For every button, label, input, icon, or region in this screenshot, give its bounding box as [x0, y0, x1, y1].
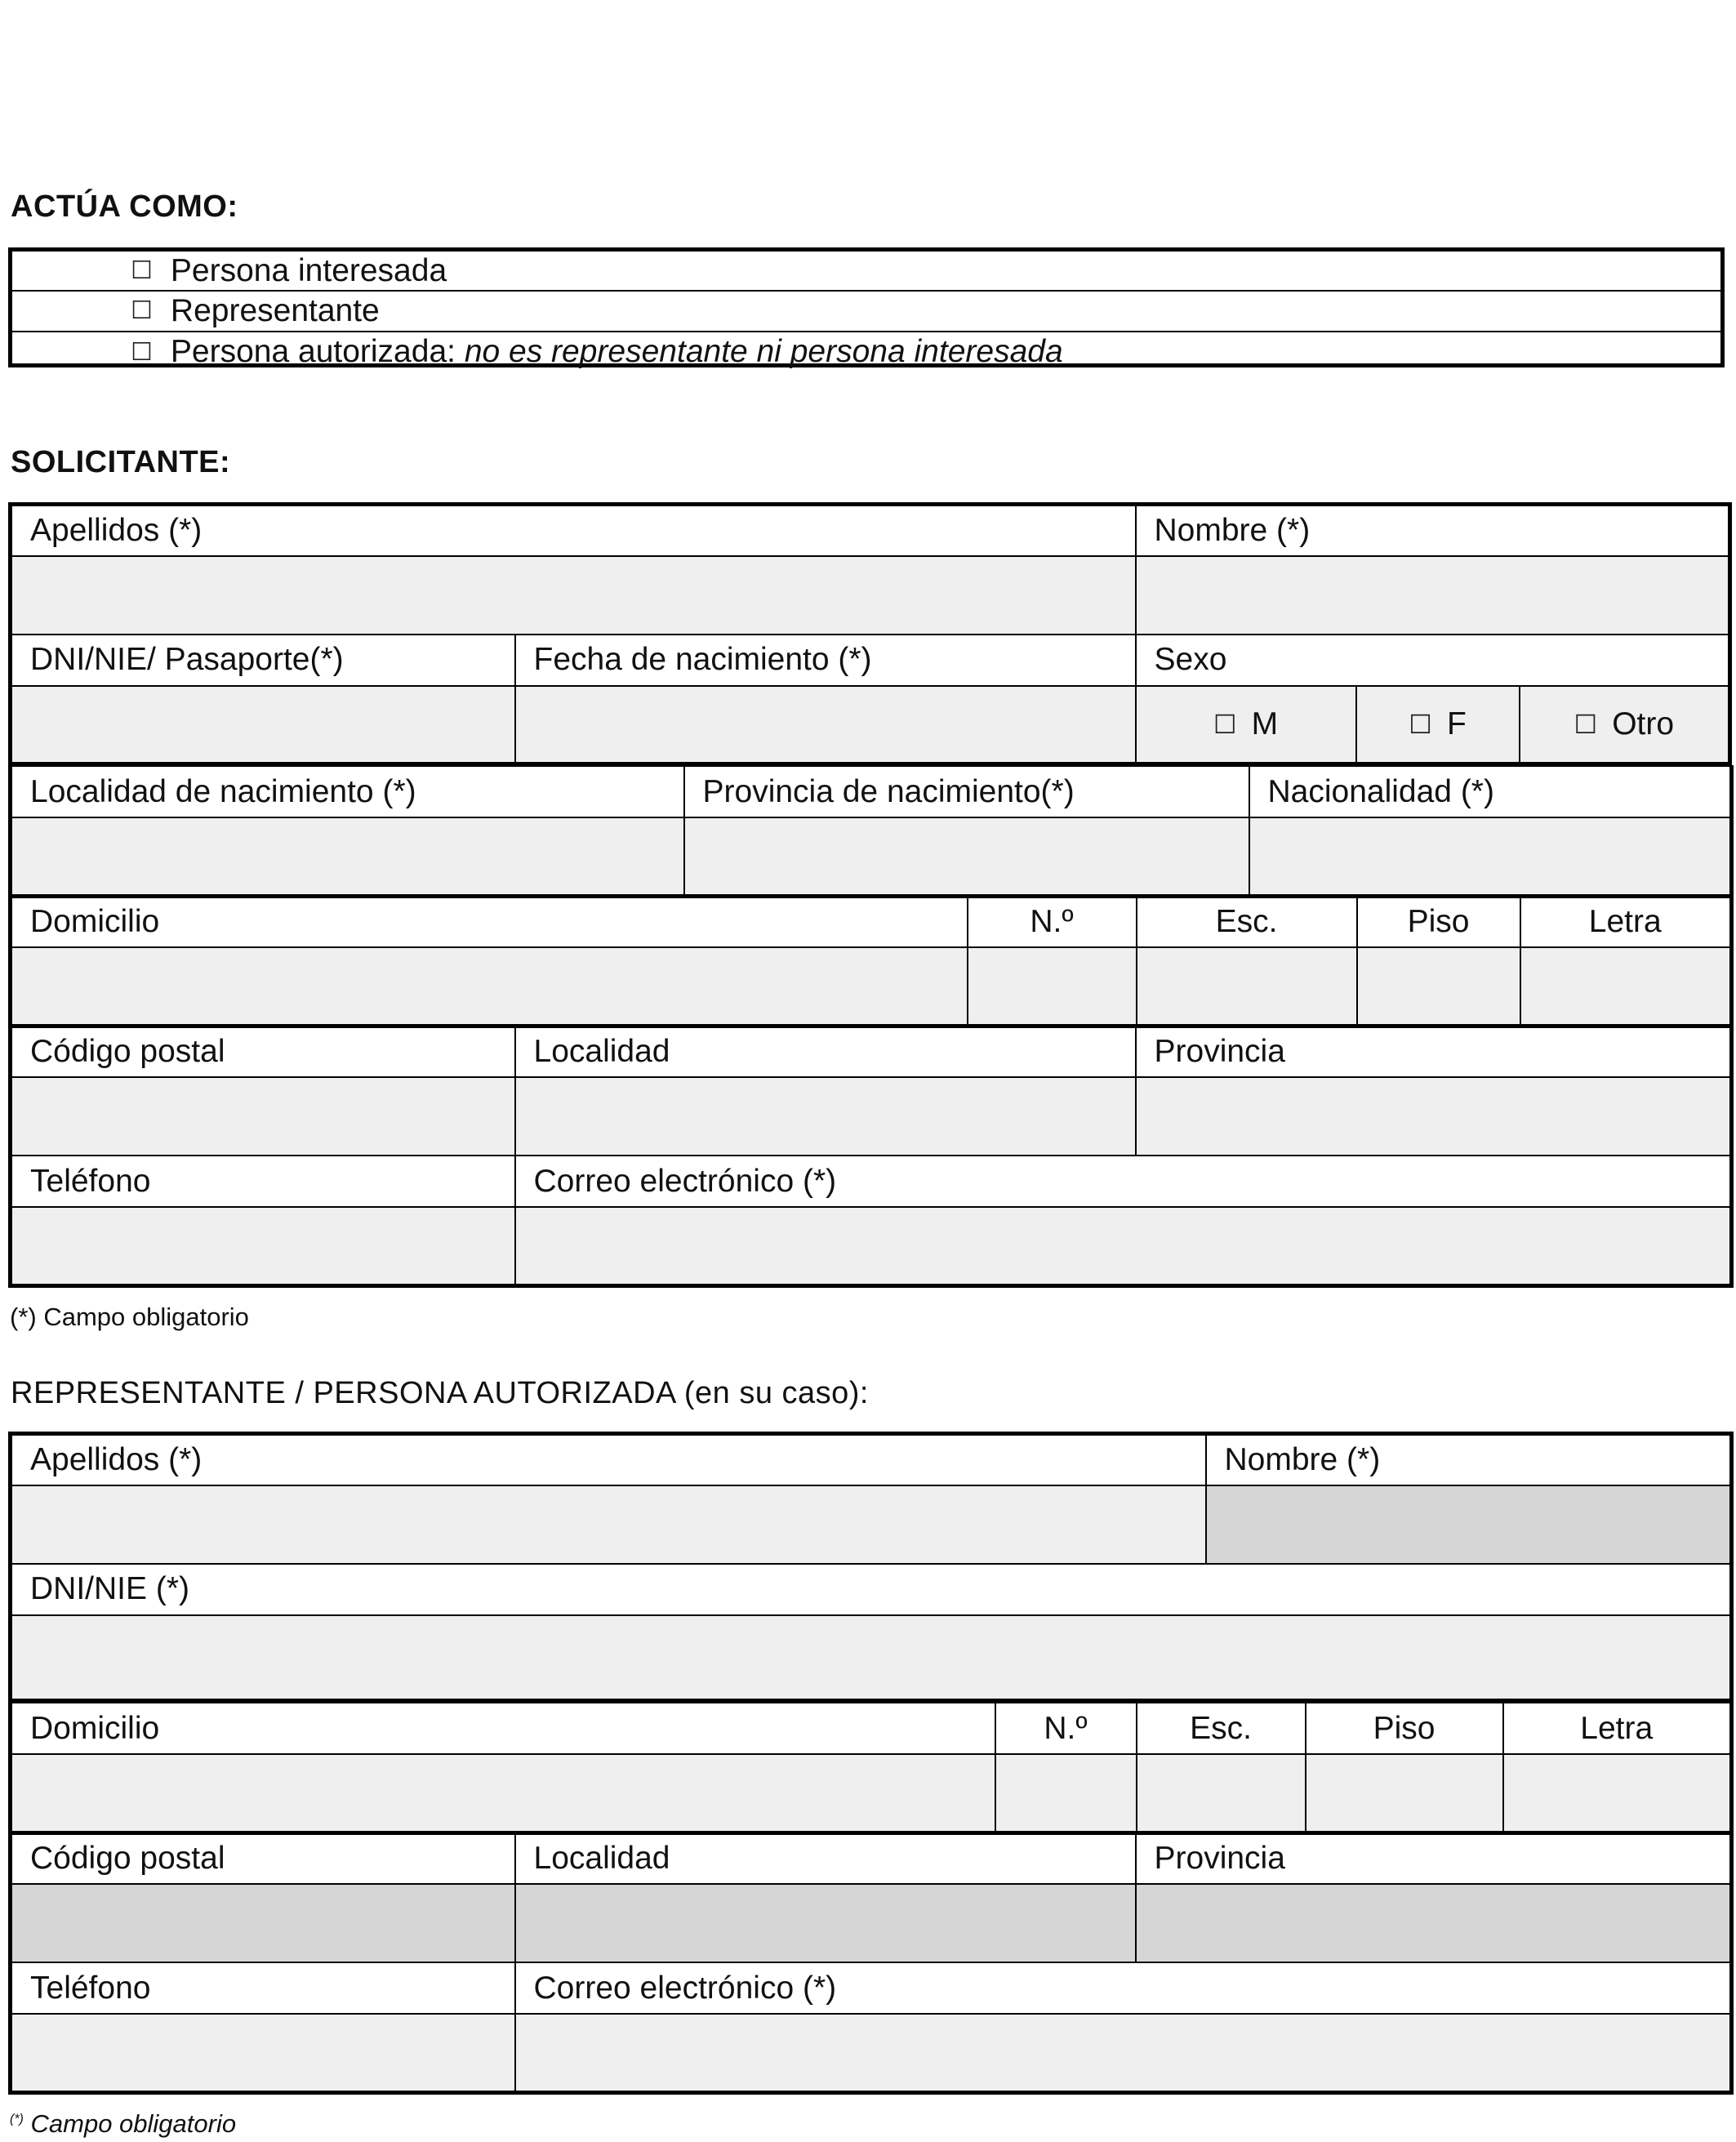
sexo-option-label: Otro: [1612, 706, 1675, 742]
localidad-field[interactable]: [515, 1077, 1136, 1156]
representative-table: [8, 1432, 1734, 1703]
checkbox-icon[interactable]: ☐: [1213, 709, 1237, 741]
rep-piso-field[interactable]: [1306, 1754, 1503, 1833]
rep-escalera-label: Esc.: [1137, 1703, 1306, 1754]
rep-apellidos-label: Apellidos (*): [11, 1434, 1206, 1485]
role-section-title: ACTÚA COMO:: [11, 189, 238, 224]
role-option-autorizada[interactable]: [12, 332, 1720, 372]
dni-field[interactable]: [11, 686, 515, 764]
codigo-postal-label: Código postal: [11, 1026, 515, 1077]
sexo-option-label: M: [1251, 706, 1279, 742]
rep-localidad-field[interactable]: [515, 1884, 1136, 1962]
role-option-label: Persona interesada: [170, 252, 447, 288]
role-option-representante[interactable]: [12, 292, 1720, 332]
domicilio-field[interactable]: [11, 947, 968, 1026]
sexo-option-f[interactable]: [1356, 686, 1520, 764]
codigo-postal-field[interactable]: [11, 1077, 515, 1156]
apellidos-label: Apellidos (*): [11, 505, 1136, 556]
rep-numero-label: N.º: [995, 1703, 1137, 1754]
apellidos-field[interactable]: [11, 556, 1136, 635]
rep-dni-field[interactable]: [11, 1615, 1732, 1701]
representative-footnote: [10, 2109, 236, 2139]
rep-nombre-field[interactable]: [1206, 1485, 1732, 1564]
domicilio-label: Domicilio: [11, 896, 968, 947]
nacionalidad-label: Nacionalidad (*): [1249, 766, 1732, 817]
role-option-interesada[interactable]: [12, 252, 1720, 292]
rep-telefono-label: Teléfono: [11, 1962, 515, 2014]
applicant-table-birth: [8, 765, 1734, 898]
role-option-note: no es representante ni persona interesada: [464, 334, 1063, 370]
rep-piso-label: Piso: [1306, 1703, 1503, 1754]
role-option-label: Persona autorizada:: [170, 334, 465, 370]
checkbox-icon[interactable]: ☐: [131, 337, 153, 367]
checkbox-icon[interactable]: ☐: [1409, 709, 1432, 741]
correo-field[interactable]: [515, 1207, 1732, 1285]
rep-correo-field[interactable]: [515, 2014, 1732, 2092]
escalera-label: Esc.: [1137, 896, 1357, 947]
checkbox-icon[interactable]: ☐: [1574, 709, 1598, 741]
applicant-section-title: SOLICITANTE:: [11, 445, 231, 479]
localidad-nacimiento-field[interactable]: [11, 817, 684, 896]
rep-letra-label: Letra: [1503, 1703, 1732, 1754]
nombre-field[interactable]: [1136, 556, 1730, 635]
fecha-nacimiento-label: Fecha de nacimiento (*): [515, 635, 1136, 686]
provincia-nacimiento-field[interactable]: [684, 817, 1249, 896]
fecha-nacimiento-field[interactable]: [515, 686, 1136, 764]
correo-label: Correo electrónico (*): [515, 1156, 1732, 1207]
numero-label: N.º: [968, 896, 1137, 947]
sexo-option-label: F: [1446, 706, 1467, 742]
dni-label: DNI/NIE/ Pasaporte(*): [11, 635, 515, 686]
representative-table-contact: [8, 1832, 1734, 2095]
rep-apellidos-field[interactable]: [11, 1485, 1206, 1564]
rep-domicilio-label: Domicilio: [11, 1703, 995, 1754]
role-options-box: [8, 247, 1725, 370]
rep-letra-field[interactable]: [1503, 1754, 1732, 1833]
rep-domicilio-field[interactable]: [11, 1754, 995, 1833]
sexo-option-m[interactable]: [1136, 686, 1356, 764]
sexo-label: Sexo: [1136, 635, 1730, 686]
provincia-label: Provincia: [1136, 1026, 1732, 1077]
rep-codigo-postal-label: Código postal: [11, 1833, 515, 1884]
applicant-table: [8, 502, 1732, 766]
escalera-field[interactable]: [1137, 947, 1357, 1026]
checkbox-icon[interactable]: ☐: [131, 256, 153, 286]
letra-label: Letra: [1520, 896, 1732, 947]
rep-escalera-field[interactable]: [1137, 1754, 1306, 1833]
localidad-nacimiento-label: Localidad de nacimiento (*): [11, 766, 684, 817]
rep-nombre-label: Nombre (*): [1206, 1434, 1732, 1485]
applicant-footnote: (*) Campo obligatorio: [10, 1303, 249, 1331]
rep-codigo-postal-field[interactable]: [11, 1884, 515, 1962]
rep-localidad-label: Localidad: [515, 1833, 1136, 1884]
provincia-field[interactable]: [1136, 1077, 1732, 1156]
piso-label: Piso: [1357, 896, 1520, 947]
role-option-label: Representante: [170, 292, 380, 328]
telefono-field[interactable]: [11, 1207, 515, 1285]
footnote-text: Campo obligatorio: [23, 2109, 237, 2138]
footnote-mark: (*): [10, 2112, 24, 2126]
representative-section-title: REPRESENTANTE / PERSONA AUTORIZADA (en su caso):: [11, 1376, 869, 1410]
nacionalidad-field[interactable]: [1249, 817, 1732, 896]
sexo-option-otro[interactable]: [1520, 686, 1730, 764]
telefono-label: Teléfono: [11, 1156, 515, 1207]
rep-numero-field[interactable]: [995, 1754, 1137, 1833]
representative-table-address: [8, 1702, 1734, 1835]
letra-field[interactable]: [1520, 947, 1732, 1026]
applicant-table-address: [8, 895, 1734, 1028]
rep-provincia-label: Provincia: [1136, 1833, 1732, 1884]
rep-correo-label: Correo electrónico (*): [515, 1962, 1732, 2014]
rep-telefono-field[interactable]: [11, 2014, 515, 2092]
localidad-label: Localidad: [515, 1026, 1136, 1077]
rep-provincia-field[interactable]: [1136, 1884, 1732, 1962]
provincia-nacimiento-label: Provincia de nacimiento(*): [684, 766, 1249, 817]
nombre-label: Nombre (*): [1136, 505, 1730, 556]
applicant-table-contact: [8, 1025, 1734, 1288]
numero-field[interactable]: [968, 947, 1137, 1026]
rep-dni-label: DNI/NIE (*): [11, 1564, 1732, 1615]
piso-field[interactable]: [1357, 947, 1520, 1026]
checkbox-icon[interactable]: ☐: [131, 296, 153, 326]
